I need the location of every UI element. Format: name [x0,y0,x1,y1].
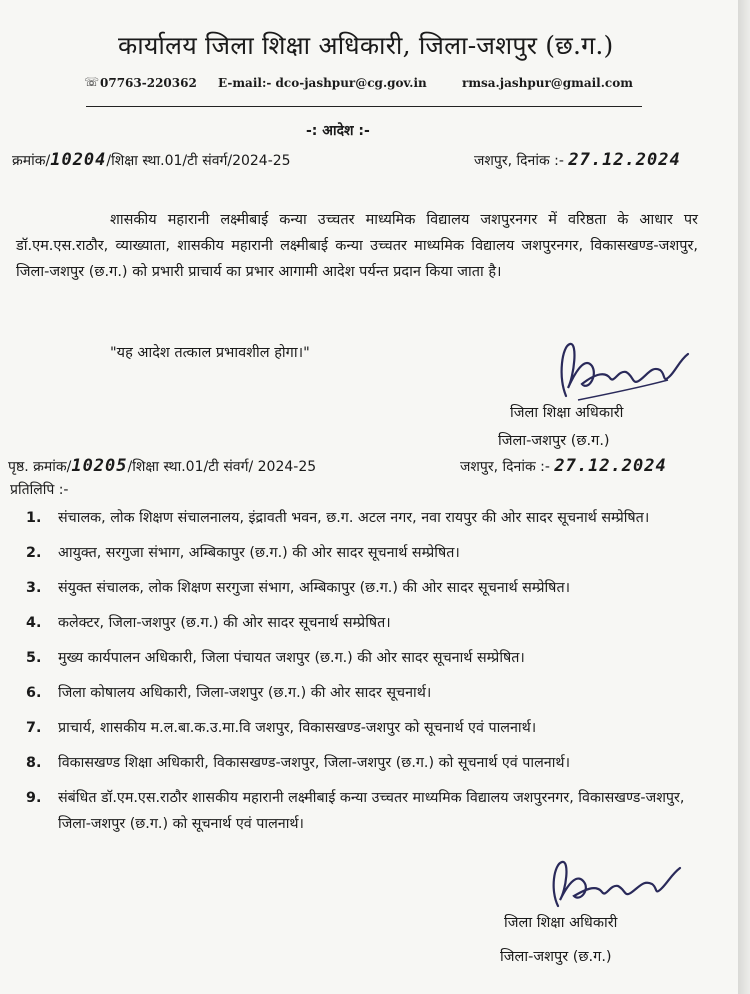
scan-edge [738,0,750,994]
copy-number-suffix: /शिक्षा स्था.01/टी संवर्ग/ 2024-25 [127,459,317,475]
list-item: 5. मुख्य कार्यपालन अधिकारी, जिला पंचायत जशपुर (छ.ग.) की ओर सादर सूचनार्थ सम्प्रेषित। [26,650,525,666]
order-number-line [12,150,291,170]
copy-number: 10205 [71,456,128,476]
order-number-prefix: क्रमांक/ [12,153,51,169]
order-date-line [474,150,681,170]
office-title: कार्यालय जिला शिक्षा अधिकारी, जिला-जशपुर (छ.ग.) [118,31,614,60]
signatory-title-2: जिला शिक्षा अधिकारी [504,915,618,931]
list-item: 3. संयुक्त संचालक, लोक शिक्षण सरगुजा संभाग, अम्बिकापुर (छ.ग.) की ओर सादर सूचनार्थ सम्प्रेषित। [26,580,571,596]
copy-date-label: जशपुर, दिनांक :- [460,459,550,475]
list-item: 7. प्राचार्य, शासकीय म.ल.बा.क.उ.मा.वि जशपुर, विकासखण्ड-जशपुर को सूचनार्थ एवं पालनार्थ। [26,720,537,736]
copy-number-line [8,456,316,476]
signatory-title-1: जिला शिक्षा अधिकारी [510,405,624,421]
email-secondary: rmsa.jashpur@gmail.com [462,76,633,90]
order-date: 27.12.2024 [568,150,681,170]
signatory-place-1: जिला-जशपुर (छ.ग.) [498,433,610,449]
copy-date-line [460,456,667,476]
list-item: 2. आयुक्त, सरगुजा संभाग, अम्बिकापुर (छ.ग.) की ओर सादर सूचनार्थ सम्प्रेषित। [26,545,460,561]
order-number-suffix: /शिक्षा स्था.01/टी संवर्ग/2024-25 [106,153,291,169]
email-primary: E-mail:- dco-jashpur@cg.gov.in [218,76,427,90]
list-item: 8. विकासखण्ड शिक्षा अधिकारी, विकासखण्ड-जशपुर, जिला-जशपुर (छ.ग.) को सूचनार्थ एवं पालनार्थ। [26,755,570,771]
phone-number: 07763-220362 [100,76,197,90]
copy-number-prefix: पृष्ठ. क्रमांक/ [8,459,72,475]
order-number: 10204 [50,150,107,170]
effect-note: "यह आदेश तत्काल प्रभावशील होगा।" [110,345,310,361]
list-item: 6. जिला कोषालय अधिकारी, जिला-जशपुर (छ.ग.) की ओर सादर सूचनार्थ। [26,685,432,701]
signatory-place-2: जिला-जशपुर (छ.ग.) [500,949,612,965]
copy-recipient-list [26,505,716,846]
copy-to-label: प्रतिलिपि :- [10,482,69,498]
copy-date: 27.12.2024 [554,456,667,476]
order-body [16,207,698,285]
list-item: 9. संबंधित डॉ.एम.एस.राठौर शासकीय महारानी लक्ष्मीबाई कन्या उच्चतर माध्यमिक विद्यालय जशपुरनगर, विकासखण्ड-जशपुर, जिला-जशपुर (छ.ग.) को सूचनार्थ एवं पालनार्थ। [26,790,685,832]
signature-2 [540,856,690,916]
list-item: 1. संचालक, लोक शिक्षण संचालनालय, इंद्रावती भवन, छ.ग. अटल नगर, नवा रायपुर की ओर सादर सूचनार्थ सम्प्रेषित। [26,510,650,526]
header-divider [86,106,642,107]
order-date-label: जशपुर, दिनांक :- [474,153,564,169]
phone-icon: ☏ [84,75,100,89]
order-heading: -: आदेश :- [306,123,370,139]
order-body-text: शासकीय महारानी लक्ष्मीबाई कन्या उच्चतर माध्यमिक विद्यालय जशपुरनगर में वरिष्ठता के आधार पर डॉ.एम.एस.राठौर, व्याख्याता, शासकीय महारानी लक्ष्मीबाई कन्या उच्चतर माध्यमिक विद्यालय जशपुरनगर, विकासखण्ड-जशपुर, जिला-जशपुर (छ.ग.) को प्रभारी प्राचार्य का प्रभार आगामी आदेश पर्यन्त प्रदान किया जाता है। [16,212,698,280]
list-item: 4. कलेक्टर, जिला-जशपुर (छ.ग.) की ओर सादर सूचनार्थ सम्प्रेषित। [26,615,391,631]
